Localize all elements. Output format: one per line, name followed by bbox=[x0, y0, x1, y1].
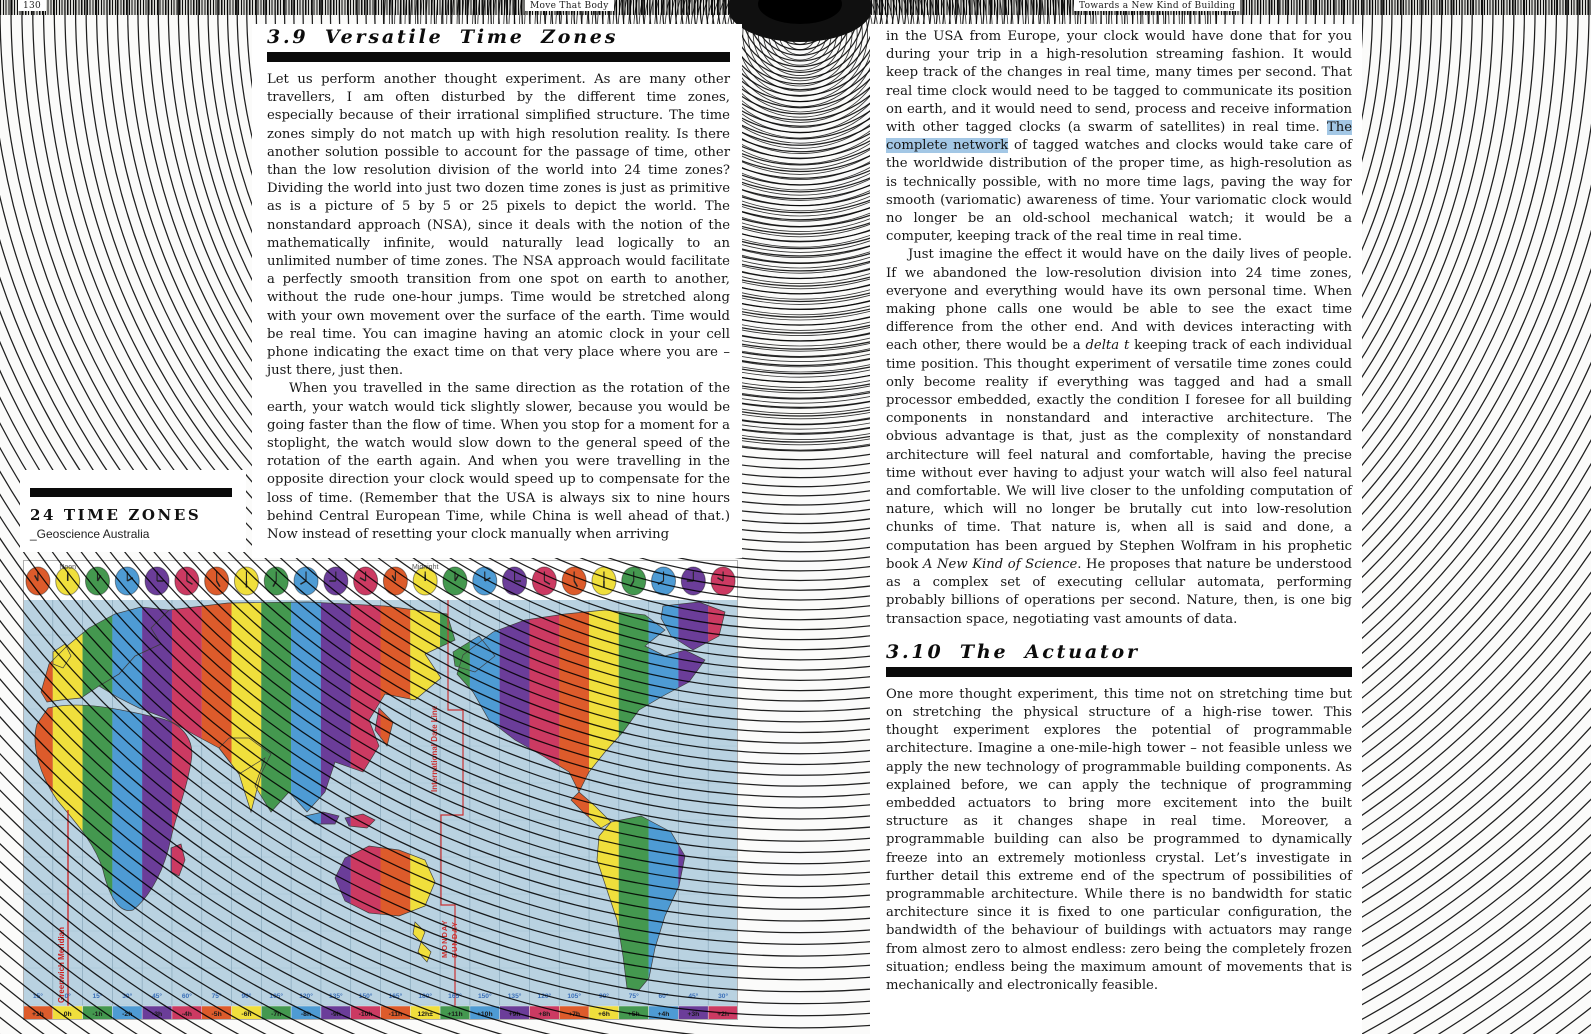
svg-text:75°: 75° bbox=[628, 993, 639, 1000]
svg-text:-9h: -9h bbox=[330, 1011, 341, 1018]
svg-text:105°: 105° bbox=[269, 993, 284, 1000]
svg-text:-8h: -8h bbox=[300, 1011, 312, 1018]
heading-rule bbox=[267, 52, 730, 62]
svg-text:Noon: Noon bbox=[59, 564, 77, 571]
svg-text:Greenwich Meridian: Greenwich Meridian bbox=[57, 926, 66, 1003]
right-text-column bbox=[870, 24, 1362, 1034]
caption-rule bbox=[30, 488, 232, 497]
svg-text:75°: 75° bbox=[211, 993, 222, 1000]
svg-text:15°: 15° bbox=[92, 993, 103, 1000]
svg-text:180°: 180° bbox=[418, 993, 433, 1000]
svg-text:45°: 45° bbox=[688, 993, 699, 1000]
svg-text:0°: 0° bbox=[64, 993, 71, 1000]
running-page-number: 130 bbox=[18, 0, 46, 11]
body-paragraph: Just imagine the effect it would have on the daily lives of people. If we abandoned the low-resolution division into 24 time zones, everyone and everything would have its own personal time. When making phone calls one would be able to see the exact time difference from the other end. And with devices interacting with each other, there would be a delta t keeping track of each individual time position. This thought experiment of versatile time zones could only become reality if everything was tagged and had a small processor embedded, exactly the condition I foresee for all building components in nonstandard and interactive architecture. The obvious advantage is that, just as the complexity of nonstandard architecture will feel natural and comfortable, having the precise time without ever having to adjust your watch will also feel natural and comfortable. We will live closer to the unfolding computation of nature, which will no longer be brutally cut into low-resolution chunks of time. That nature is, when all is said and done, a computation has been argued by Stephen Wolfram in his prophetic book A New Kind of Science. He proposes that nature be understood as a complex set of executing cellular automata, performing probably billions of operations per second. Nature, then, is one big transaction space, negotiating vast amounts of data. bbox=[886, 247, 1352, 627]
svg-text:30°: 30° bbox=[718, 993, 729, 1000]
svg-text:+3h: +3h bbox=[687, 1011, 700, 1018]
time-zones-map-figure bbox=[23, 560, 738, 1020]
svg-text:-10h: -10h bbox=[358, 1011, 373, 1018]
heading-rule bbox=[886, 667, 1352, 677]
svg-text:165°: 165° bbox=[388, 993, 403, 1000]
caption-credit: _Geoscience Australia bbox=[30, 527, 150, 541]
section-heading-3-10: 3.10 The Actuator bbox=[886, 640, 1140, 663]
svg-text:135°: 135° bbox=[328, 993, 343, 1000]
svg-text:-4h: -4h bbox=[181, 1011, 192, 1018]
svg-text:-6h: -6h bbox=[241, 1011, 252, 1018]
caption-title: 24 TIME ZONES bbox=[30, 506, 202, 524]
svg-text:0h: 0h bbox=[63, 1011, 72, 1018]
svg-text:+6h: +6h bbox=[597, 1011, 610, 1018]
body-paragraph: in the USA from Europe, your clock would have done that for you during your trip in a high-resolution streaming fashion. It would keep track of the changes in real time, many times per second. That real time clock would need to be tagged to communicate its position on earth, and it would need to send, process and receive information with other tagged clocks (a swarm of satellites) in real time. The complete network of tagged watches and clocks would take care of the worldwide distribution of the proper time, as high-resolution as is technically possible, with no more time lags, paving the way for smooth (variomatic) awareness of time. Your variomatic clock would no longer be an old-school mechanical watch; it would be a computer, keeping track of the real time in real time. bbox=[886, 29, 1352, 245]
svg-text:30°: 30° bbox=[122, 993, 133, 1000]
svg-text:+7h: +7h bbox=[568, 1011, 581, 1018]
svg-text:135°: 135° bbox=[507, 993, 522, 1000]
svg-text:SUNDAY: SUNDAY bbox=[450, 921, 459, 958]
body-paragraph: When you travelled in the same direction as the rotation of the earth, your watch would tick slightly slower, because you would be going faster than the flow of time. When you stop for a moment for a stoplight, the watch would slow down to the general speed of the rotation of the earth again. And when you were travelling in the opposite direction your clock would speed up to compensate for the loss of time. (Remember that the USA is always six to nine hours behind Central European Time, while China is well ahead of that.) Now instead of resetting your clock manually when arriving bbox=[267, 381, 730, 543]
left-text-column bbox=[252, 24, 742, 558]
top-hatch-strip bbox=[0, 0, 1591, 15]
svg-text:90°: 90° bbox=[598, 993, 609, 1000]
svg-text:150°: 150° bbox=[477, 993, 492, 1000]
svg-text:MONDAY: MONDAY bbox=[440, 919, 449, 958]
running-title-left: Move That Body bbox=[525, 0, 614, 11]
svg-text:-11h: -11h bbox=[388, 1011, 403, 1018]
svg-text:+4h: +4h bbox=[657, 1011, 670, 1018]
svg-text:120°: 120° bbox=[299, 993, 313, 1000]
svg-text:Midnight: Midnight bbox=[411, 564, 439, 571]
running-title-right: Towards a New Kind of Building bbox=[1074, 0, 1240, 11]
svg-text:+2h: +2h bbox=[717, 1011, 730, 1018]
svg-text:+9h: +9h bbox=[508, 1011, 521, 1018]
figure-caption-box bbox=[20, 470, 246, 552]
svg-text:60°: 60° bbox=[181, 993, 192, 1000]
svg-text:-1h: -1h bbox=[92, 1011, 103, 1018]
svg-text:+8h: +8h bbox=[538, 1011, 551, 1018]
svg-text:+1h: +1h bbox=[31, 1011, 44, 1018]
svg-text:-2h: -2h bbox=[122, 1011, 133, 1018]
svg-text:150°: 150° bbox=[358, 993, 373, 1000]
body-paragraph: One more thought experiment, this time not on stretching time but on stretching the physical structure of a high-rise tower. This thought experiment explores the potential of programmable architecture. Imagine a one-mile-high tower – not feasible unless we apply the new technology of programmable building components. As explained before, we can apply the technique of programming embedded actuators to bring more excitement into the built structure as it changes shape in real time. Moreover, a programmable building can also be programmed to dynamically freeze into an extremely motionless crystal. Let’s investigate in further detail this extreme end of the spectrum of possibilities of programmable architecture. While there is no bandwidth for static architecture since it is fixed to one particular configuration, the bandwidth of the behaviour of buildings with actuators may range from almost zero to almost endless: zero being the completely frozen situation; endless being the maximum amount of movements that is mechanically and electronically feasible. bbox=[886, 686, 1352, 993]
svg-text:International Date Line: International Date Line bbox=[430, 705, 439, 792]
svg-text:15°: 15° bbox=[32, 993, 43, 1000]
svg-text:12h±: 12h± bbox=[417, 1011, 433, 1018]
svg-text:+5h: +5h bbox=[627, 1011, 640, 1018]
svg-text:90°: 90° bbox=[241, 993, 252, 1000]
svg-text:165°: 165° bbox=[448, 993, 462, 1000]
svg-text:60°: 60° bbox=[658, 993, 669, 1000]
section-heading-3-9: 3.9 Versatile Time Zones bbox=[267, 26, 619, 48]
body-paragraph: Let us perform another thought experiment. As are many other travellers, I am often disturbed by the different time zones, especially because of their irrational simplified structure. The time zones simply do not match up with high resolution reality. Is there another solution possible to account for the passage of time, other than the low resolution division of the world into 24 time zones? Dividing the world into just two dozen time zones is just as primitive as is a picture of 5 by 5 or 25 pixels to depict the world. The nonstandard approach (NSA), since it deals with the notion of the mathematically infinite, would naturally lead logically to an unlimited number of time zones. The NSA approach would facilitate a perfectly smooth transition from one spot on earth to another, without the rude one-hour jumps. Time would be stretched along with your own movement over the surface of the earth. Time would be real time. You can imagine having an atomic clock in your cell phone indicating the exact time on that very place where you are – just there, just then. bbox=[267, 72, 730, 379]
svg-text:45°: 45° bbox=[152, 993, 163, 1000]
svg-text:105°: 105° bbox=[567, 993, 581, 1000]
svg-text:-3h: -3h bbox=[151, 1011, 163, 1018]
svg-text:-5h: -5h bbox=[211, 1011, 222, 1018]
svg-text:+10h: +10h bbox=[476, 1011, 493, 1018]
svg-text:-7h: -7h bbox=[271, 1011, 282, 1018]
time-zones-map bbox=[23, 560, 738, 1020]
svg-text:+11h: +11h bbox=[447, 1011, 463, 1018]
svg-text:120°: 120° bbox=[537, 993, 552, 1000]
